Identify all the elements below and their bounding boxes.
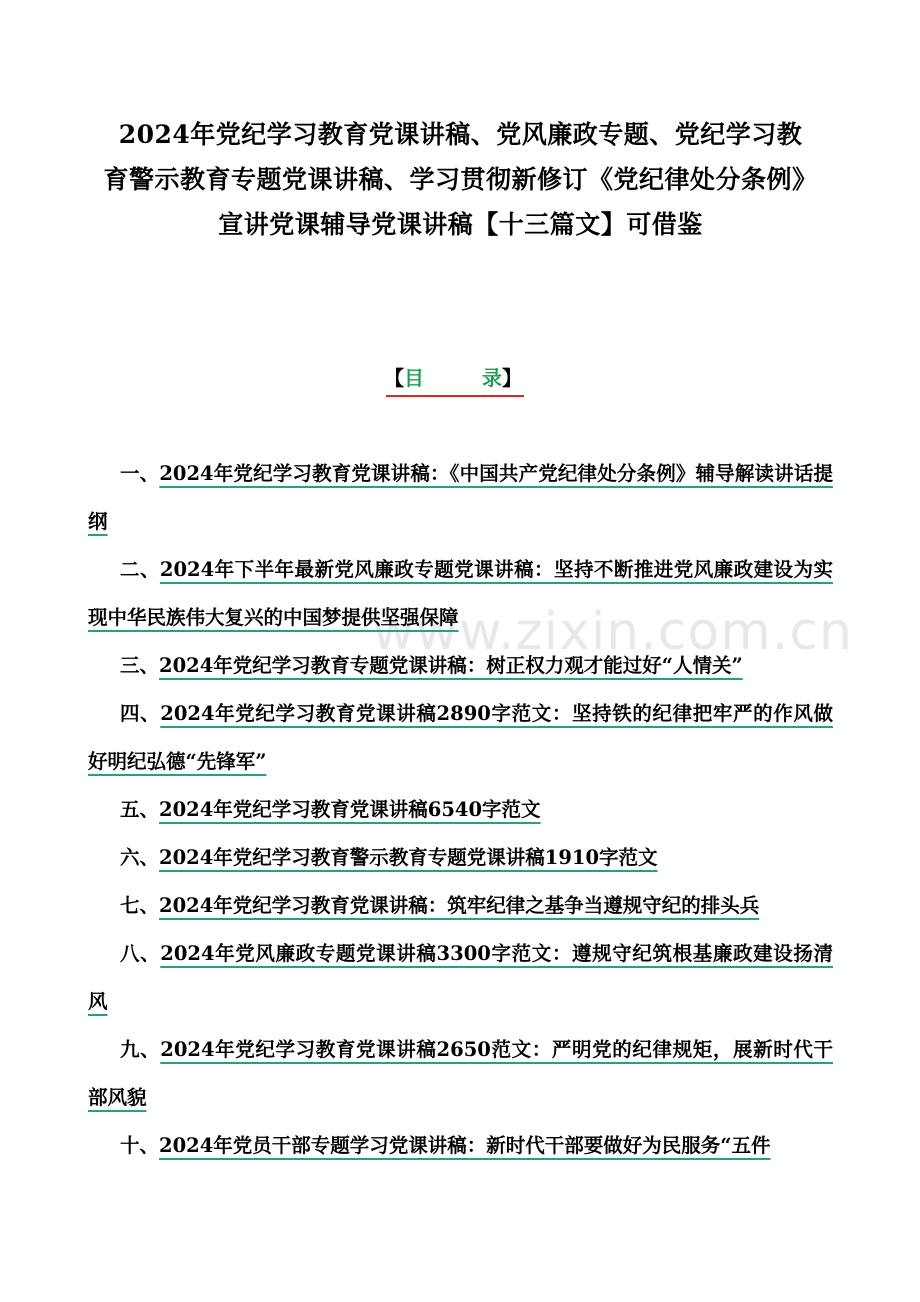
toc-item <box>88 786 833 834</box>
toc-item-link[interactable]: 2024年党纪学习教育党课讲稿：筑牢纪律之基争当遵规守纪的排头兵 <box>159 894 760 917</box>
toc-item-number: 九、 <box>120 1038 161 1061</box>
toc-item <box>88 930 833 1026</box>
toc-item-link[interactable]: 2024年党纪学习教育党课讲稿：《中国共产党纪律处分条例》辅导解读讲话提纲 <box>88 462 833 533</box>
toc-item <box>88 1026 833 1122</box>
title-line: 宣讲党课辅导党课讲稿【十三篇文】可借鉴 <box>218 210 703 239</box>
toc-item-link[interactable]: 2024年党纪学习教育党课讲稿2890字范文：坚持铁的纪律把牢严的作风做好明纪弘德“先锋军” <box>88 702 833 773</box>
toc-item-number: 八、 <box>120 942 161 965</box>
toc-item-number: 十、 <box>120 1134 160 1157</box>
toc-item-number: 七、 <box>120 894 160 917</box>
document-title <box>88 112 833 247</box>
toc-item-number: 一、 <box>120 462 160 485</box>
table-of-contents <box>88 450 833 1170</box>
toc-item-link[interactable]: 2024年党纪学习教育党课讲稿6540字范文 <box>159 798 541 821</box>
toc-item-link[interactable]: 2024年党纪学习教育党课讲稿2650范文：严明党的纪律规矩，展新时代干部风貌 <box>88 1038 833 1109</box>
toc-item <box>88 1122 833 1170</box>
toc-item-number: 二、 <box>120 558 160 581</box>
toc-item-number: 五、 <box>120 798 160 821</box>
toc-item-link[interactable]: 2024年党纪学习教育专题党课讲稿：树正权力观才能过好“人情关” <box>159 654 743 677</box>
toc-item-number: 六、 <box>120 846 160 869</box>
toc-heading-word: 目 <box>404 366 424 390</box>
toc-heading-close-bracket: 】 <box>502 366 522 390</box>
toc-heading-open-bracket: 【 <box>384 366 404 390</box>
toc-item <box>88 450 833 546</box>
toc-heading-underline <box>386 395 524 397</box>
toc-item-link[interactable]: 2024年党风廉政专题党课讲稿3300字范文：遵规守纪筑根基廉政建设扬清风 <box>88 942 833 1013</box>
title-line: 2024年党纪学习教育党课讲稿、党风廉政专题、党纪学习教 <box>118 120 803 149</box>
toc-item-link[interactable]: 2024年党纪学习教育警示教育专题党课讲稿1910字范文 <box>159 846 658 869</box>
toc-heading <box>384 364 522 392</box>
toc-item <box>88 642 833 690</box>
title-line: 育警示教育专题党课讲稿、学习贯彻新修订《党纪律处分条例》 <box>103 165 818 194</box>
toc-item <box>88 690 833 786</box>
toc-item-number: 三、 <box>120 654 160 677</box>
toc-item <box>88 834 833 882</box>
toc-item <box>88 546 833 642</box>
toc-item-link[interactable]: 2024年党员干部专题学习党课讲稿：新时代干部要做好为民服务“五件 <box>159 1134 771 1157</box>
toc-heading-word: 录 <box>482 366 502 390</box>
watermark: www.zixin.com.cn <box>372 602 853 662</box>
toc-item-number: 四、 <box>120 702 161 725</box>
toc-item <box>88 882 833 930</box>
toc-item-link[interactable]: 2024年下半年最新党风廉政专题党课讲稿：坚持不断推进党风廉政建设为实现中华民族伟大复兴的中国梦提供坚强保障 <box>88 558 833 629</box>
